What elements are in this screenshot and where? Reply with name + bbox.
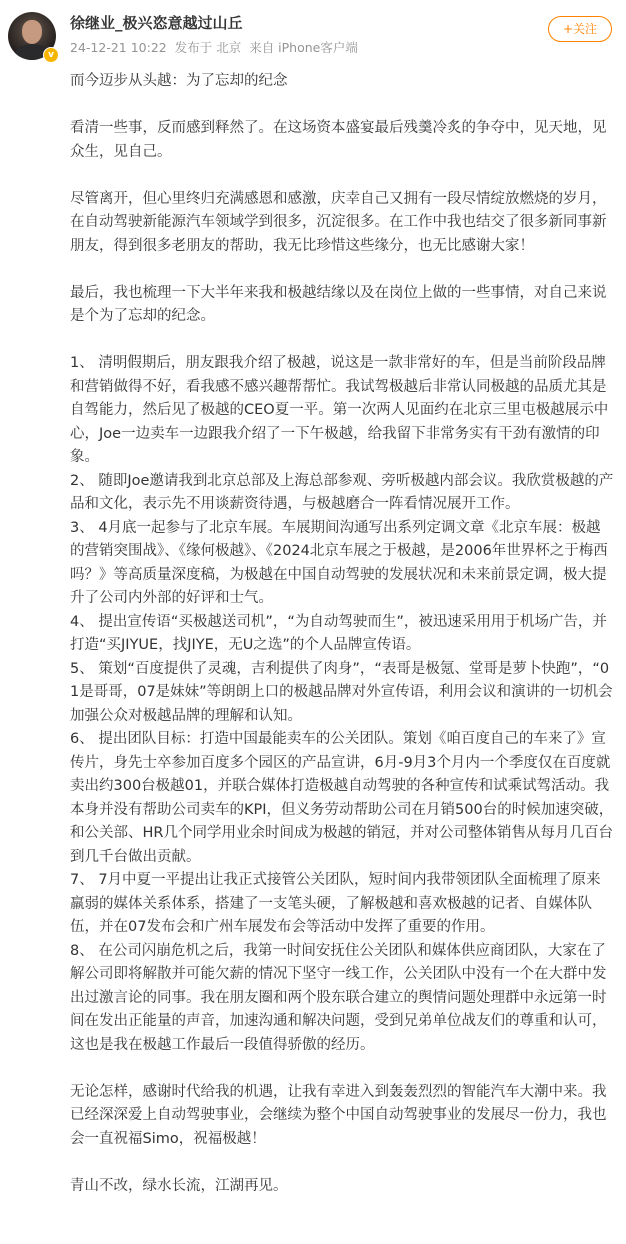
paragraph-gratitude: 尽管离开，但心里终归充满感恩和感激，庆幸自己又拥有一段尽情绽放燃烧的岁月，在自动驾驶新能源汽车领域学到很多，沉淀很多。在工作中我也结交了很多新同事新朋友，得到很多老朋友的帮助，我无比珍惜这些缘分，也无比感谢大家！ <box>70 190 607 254</box>
list-item: 5、 策划“百度提供了灵魂，吉利提供了肉身”，“表哥是极氪、堂哥是萝卜快跑”，“01是哥哥，07是妹妹”等朗朗上口的极越品牌对外宣传语，利用会议和演讲的一切机会加强公众对极越品牌的理解和认知。 <box>70 660 613 724</box>
avatar-face <box>22 20 42 44</box>
post-timestamp[interactable]: 24-12-21 10:22 <box>70 40 167 55</box>
post-body <box>70 70 614 1198</box>
list-item: 3、 4月底一起参与了北京车展。车展期间沟通写出系列定调文章《北京车展：极越的营销突围战》、《缘何极越》、《2024北京车展之于极越，是2006年世界杯之于梅西吗？》等高质量深度稿，为极越在中国自动驾驶的发展状况和未来前景定调，极大提升了公司内外部的好评和士气。 <box>70 519 608 606</box>
post-header <box>0 0 626 70</box>
follow-button[interactable]: +关注 <box>548 16 612 42</box>
paragraph-summary: 最后，我也梳理一下大半年来我和极越结缘以及在岗位上做的一些事情，对自己来说是个为了忘却的纪念。 <box>70 284 607 324</box>
post-source: 来自 iPhone客户端 <box>249 40 358 55</box>
paragraph-closing: 无论怎样，感谢时代给我的机遇，让我有幸进入到轰轰烈烈的智能汽车大潮中来。我已经深深爱上自动驾驶事业，会继续为整个中国自动驾驶事业的发展尽一份力，我也会一直祝福Simo，祝福极越！ <box>70 1083 607 1147</box>
paragraph-farewell: 青山不改，绿水长流，江湖再见。 <box>70 1177 288 1194</box>
author-name[interactable]: 徐继业_极兴恣意越过山丘 <box>70 14 243 32</box>
list-item: 7、 7月中夏一平提出让我正式接管公关团队，短时间内我带领团队全面梳理了原来羸弱的媒体关系体系，搭建了一支笔头硬，了解极越和喜欢极越的记者、自媒体队伍，并在07发布会和广州车展发布会等活动中发挥了重要的作用。 <box>70 872 601 935</box>
list-item: 6、 提出团队目标：打造中国最能卖车的公关团队。策划《咱百度自己的车来了》宣传片，身先士卒参加百度多个园区的产品宣讲，6月-9月3个月内一个季度仅在百度就卖出约300台极越01，并联合媒体打造极越自动驾驶的各种宣传和试乘试驾活动。我本身并没有帮助公司卖车的KPI，但义务劳动帮助公司在月销500台的时候加速突破，和公关部、HR几个同学用业余时间成为极越的销冠，并对公司整体销售从每月几百台到几千台做出贡献。 <box>70 731 614 865</box>
post-title-line: 而今迈步从头越：为了忘却的纪念 <box>70 73 288 89</box>
paragraph-intro: 看清一些事，反而感到释然了。在这场资本盛宴最后残羹冷炙的争夺中，见天地，见众生，见自己。 <box>70 120 607 160</box>
verified-badge-icon: v <box>43 47 59 63</box>
list-item: 1、 清明假期后，朋友跟我介绍了极越，说这是一款非常好的车，但是当前阶段品牌和营销做得不好，看我感不感兴趣帮帮忙。我试驾极越后非常认同极越的品质尤其是自驾能力，然后见了极越的CEO夏一平。第一次两人见面约在北京三里屯极越展示中心，Joe一边卖车一边跟我介绍了一下午极越，给我留下非常务实有干劲有激情的印象。 <box>70 355 609 465</box>
list-item: 8、 在公司闪崩危机之后，我第一时间安抚住公关团队和媒体供应商团队，大家在了解公司即将解散并可能欠薪的情况下坚守一线工作，公关团队中没有一个在大群中发出过激言论的同事。我在朋友圈和两个股东联合建立的舆情问题处理群中永远第一时间在发出正能量的声音，加速沟通和解决问题，受到兄弟单位战友们的尊重和认可，这也是我在极越工作最后一段值得骄傲的经历。 <box>70 942 607 1053</box>
post-meta <box>70 38 362 56</box>
list-item: 4、 提出宣传语“买极越送司机”，“为自动驾驶而生”，被迅速采用用于机场广告，并打造“买JIYUE，找JIYE，无U之选”的个人品牌宣传语。 <box>70 613 607 653</box>
post-location: 发布于 北京 <box>174 40 242 55</box>
list-item: 2、 随即Joe邀请我到北京总部及上海总部参观、旁听极越内部会议。我欣赏极越的产品和文化，表示先不用谈薪资待遇，与极越磨合一阵看情况展开工作。 <box>70 472 614 512</box>
